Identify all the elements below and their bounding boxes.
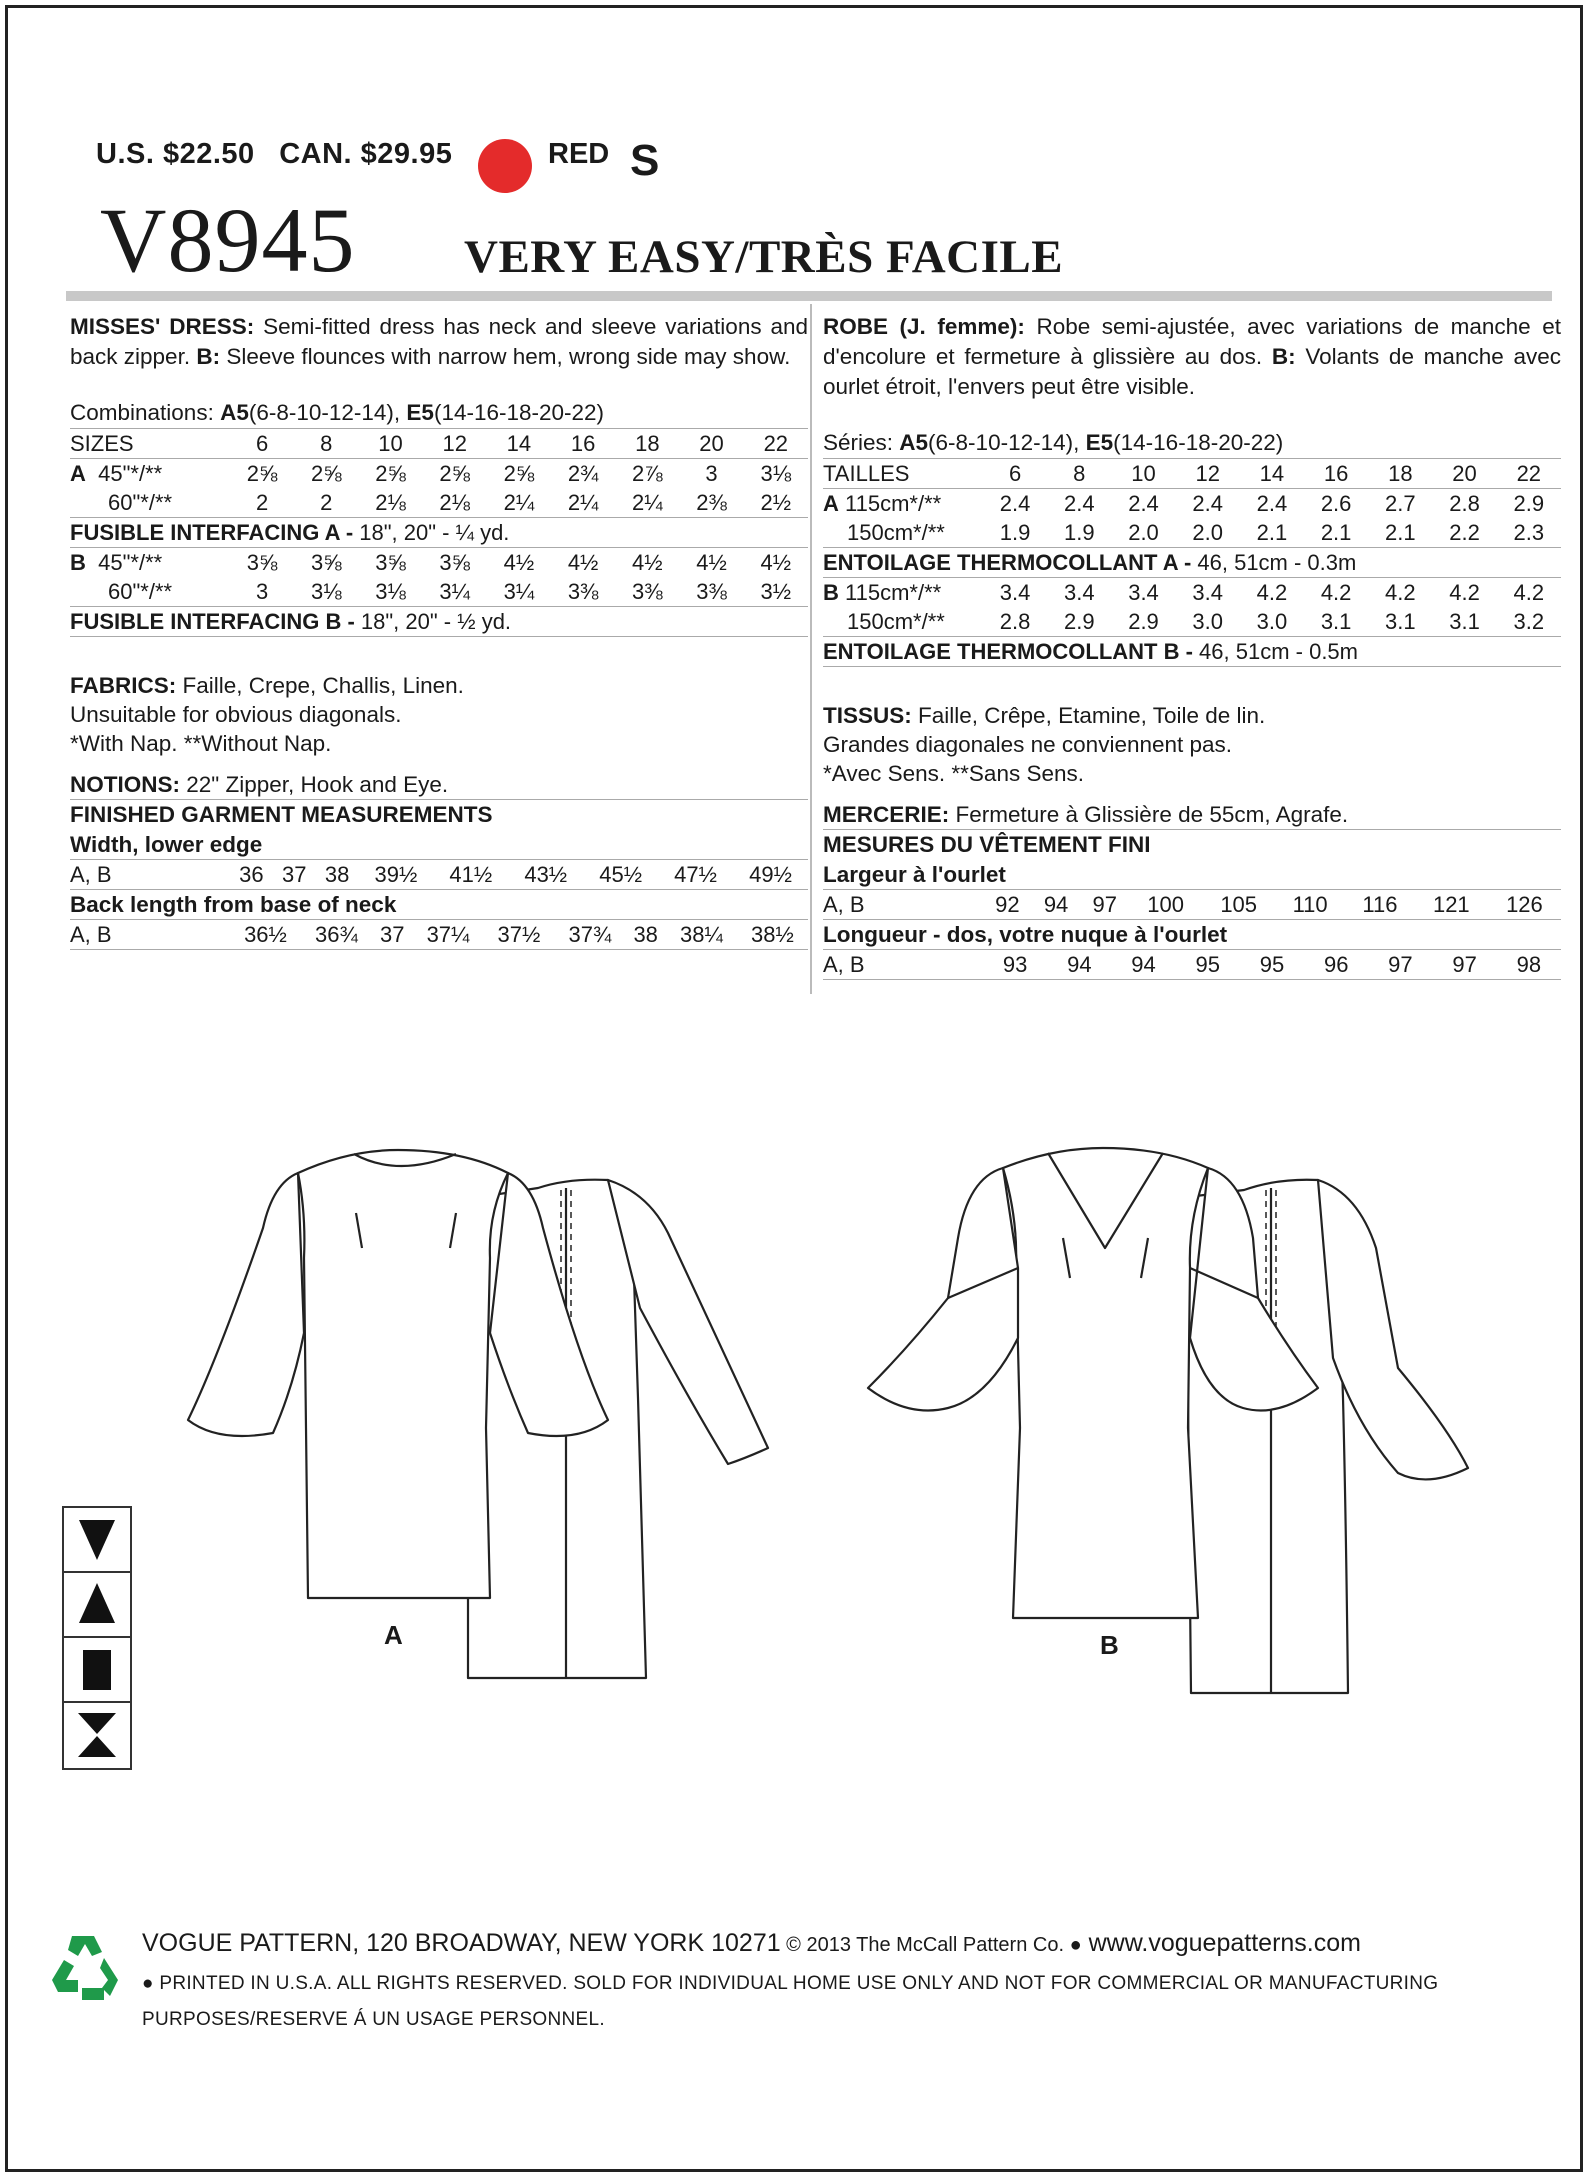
english-description: MISSES' DRESS: Semi-fitted dress has neck and sleeve variations and back zipper. B: Sleeve flounces with narrow hem, wrong side may show. bbox=[70, 314, 808, 369]
english-width-table bbox=[70, 860, 808, 890]
english-width-title: Width, lower edge bbox=[70, 830, 808, 860]
french-length-table bbox=[823, 950, 1561, 980]
view-label-a: A bbox=[384, 1620, 403, 1650]
interfacing-b-row: ENTOILAGE THERMOCOLLANT B - 46, 51cm - 0.5m bbox=[823, 637, 1561, 667]
pattern-symbols-legend bbox=[62, 1506, 132, 1770]
color-dot-icon bbox=[478, 139, 532, 193]
english-fabrics-note: Unsuitable for obvious diagonals. bbox=[70, 702, 402, 727]
table-row: 150cm*/** 2.8 2.9 2.9 3.0 3.0 3.1 3.1 3.1 3.2 bbox=[823, 607, 1561, 637]
size-code: S bbox=[630, 136, 660, 185]
column-divider bbox=[810, 304, 812, 994]
english-nap-note: *With Nap. **Without Nap. bbox=[70, 731, 332, 756]
header-divider bbox=[66, 291, 1552, 301]
french-nap-note: *Avec Sens. **Sans Sens. bbox=[823, 761, 1084, 786]
table-row: 60"*/** 2 2 2⅛ 2⅛ 2¼ 2¼ 2¼ 2⅜ 2½ bbox=[70, 488, 808, 518]
recycle-icon bbox=[42, 1930, 128, 2010]
sizes-row: TAILLES 6 8 10 12 14 16 18 20 22 bbox=[823, 459, 1561, 489]
table-row: A, B 93 94 94 95 95 96 97 97 98 bbox=[823, 950, 1561, 980]
copyright: © 2013 The McCall Pattern Co. bbox=[780, 1934, 1070, 1956]
triangle-down-icon bbox=[64, 1508, 130, 1573]
french-notions: MERCERIE: Fermeture à Glissière de 55cm, Agrafe. bbox=[823, 800, 1561, 830]
rights-text: PRINTED IN U.S.A. ALL RIGHTS RESERVED. SOLD FOR INDIVIDUAL HOME USE ONLY AND NOT FOR COMMERCIAL OR MANUFACTURING PURPOSES/RESERVE Á UN USAGE PERSONNEL. bbox=[142, 1973, 1439, 2030]
english-finished-title: FINISHED GARMENT MEASUREMENTS bbox=[70, 802, 493, 827]
publisher-address: VOGUE PATTERN, 120 BROADWAY, NEW YORK 10271 bbox=[142, 1929, 781, 1957]
french-fabrics-note: Grandes diagonales ne conviennent pas. bbox=[823, 732, 1233, 757]
interfacing-b-row: FUSIBLE INTERFACING B - 18", 20" - ½ yd. bbox=[70, 607, 808, 637]
sizes-row: SIZES 6 8 10 12 14 16 18 20 22 bbox=[70, 429, 808, 459]
french-width-table bbox=[823, 890, 1561, 920]
french-fabrics: TISSUS: Faille, Crêpe, Etamine, Toile de lin. bbox=[823, 703, 1266, 728]
table-row: A, B 36½ 36¾ 37 37¼ 37½ 37¾ 38 38¼ 38½ bbox=[70, 920, 808, 950]
bullet-icon: ● bbox=[142, 1973, 154, 1994]
english-combinations: Combinations: A5(6-8-10-12-14), E5(14-16-18-20-22) bbox=[70, 400, 605, 425]
price-us: U.S. $22.50 bbox=[96, 138, 255, 170]
table-row: A 115cm*/** 2.4 2.4 2.4 2.4 2.4 2.6 2.7 2.8 2.9 bbox=[823, 491, 1545, 516]
price-can: CAN. $29.95 bbox=[279, 138, 453, 170]
english-fabrics: FABRICS: Faille, Crepe, Challis, Linen. bbox=[70, 673, 464, 698]
french-width-title: Largeur à l'ourlet bbox=[823, 860, 1561, 890]
french-finished-title: MESURES DU VÊTEMENT FINI bbox=[823, 832, 1151, 857]
price-line bbox=[96, 138, 468, 171]
french-description: ROBE (J. femme): Robe semi-ajustée, avec variations de manche et d'encolure et fermeture à glissière au dos. B: Volants de manche avec ourlet étroit, l'envers peut être visible. bbox=[823, 314, 1561, 399]
dress-illustrations bbox=[168, 1098, 1548, 1698]
french-combinations: Séries: A5(6-8-10-12-14), E5(14-16-18-20-22) bbox=[823, 430, 1284, 455]
english-length-table bbox=[70, 920, 808, 950]
interfacing-a-row: ENTOILAGE THERMOCOLLANT A - 46, 51cm - 0.3m bbox=[823, 548, 1561, 578]
difficulty-label: VERY EASY/TRÈS FACILE bbox=[464, 231, 1064, 283]
english-length-title: Back length from base of neck bbox=[70, 890, 808, 920]
french-length-title: Longueur - dos, votre nuque à l'ourlet bbox=[823, 920, 1561, 950]
website-link[interactable]: www.voguepatterns.com bbox=[1081, 1929, 1361, 1957]
pattern-number: V8945 bbox=[100, 189, 356, 291]
table-row: B 45"*/** 3⅝ 3⅝ 3⅝ 3⅝ 4½ 4½ 4½ 4½ 4½ bbox=[70, 550, 792, 575]
pattern-envelope-back bbox=[5, 5, 1583, 2172]
table-row: A, B 36 37 38 39½ 41½ 43½ 45½ 47½ 49½ bbox=[70, 860, 808, 890]
english-column bbox=[70, 312, 808, 950]
footer-publisher bbox=[142, 1929, 1361, 1958]
table-row: B 115cm*/** 3.4 3.4 3.4 3.4 4.2 4.2 4.2 4.2 4.2 bbox=[823, 580, 1545, 605]
french-yardage-table bbox=[823, 458, 1561, 667]
bullet-icon: ● bbox=[1069, 1934, 1082, 1956]
table-row: 150cm*/** 1.9 1.9 2.0 2.0 2.1 2.1 2.1 2.2 2.3 bbox=[823, 518, 1561, 548]
square-icon bbox=[64, 1638, 130, 1703]
view-label-b: B bbox=[1100, 1630, 1119, 1660]
triangle-up-icon bbox=[64, 1573, 130, 1638]
french-column bbox=[823, 312, 1561, 980]
table-row: A, B 92 94 97 100 105 110 116 121 126 bbox=[823, 890, 1561, 920]
footer-rights bbox=[142, 1966, 1542, 2038]
english-notions: NOTIONS: 22" Zipper, Hook and Eye. bbox=[70, 770, 808, 800]
hourglass-icon bbox=[64, 1703, 130, 1768]
table-row: 60"*/** 3 3⅛ 3⅛ 3¼ 3¼ 3⅜ 3⅜ 3⅜ 3½ bbox=[70, 577, 808, 607]
color-label: RED bbox=[548, 138, 610, 170]
table-row: A 45"*/** 2⅝ 2⅝ 2⅝ 2⅝ 2⅝ 2¾ 2⅞ 3 3⅛ bbox=[70, 461, 792, 486]
english-yardage-table bbox=[70, 428, 808, 637]
interfacing-a-row: FUSIBLE INTERFACING A - 18", 20" - ¼ yd. bbox=[70, 518, 808, 548]
